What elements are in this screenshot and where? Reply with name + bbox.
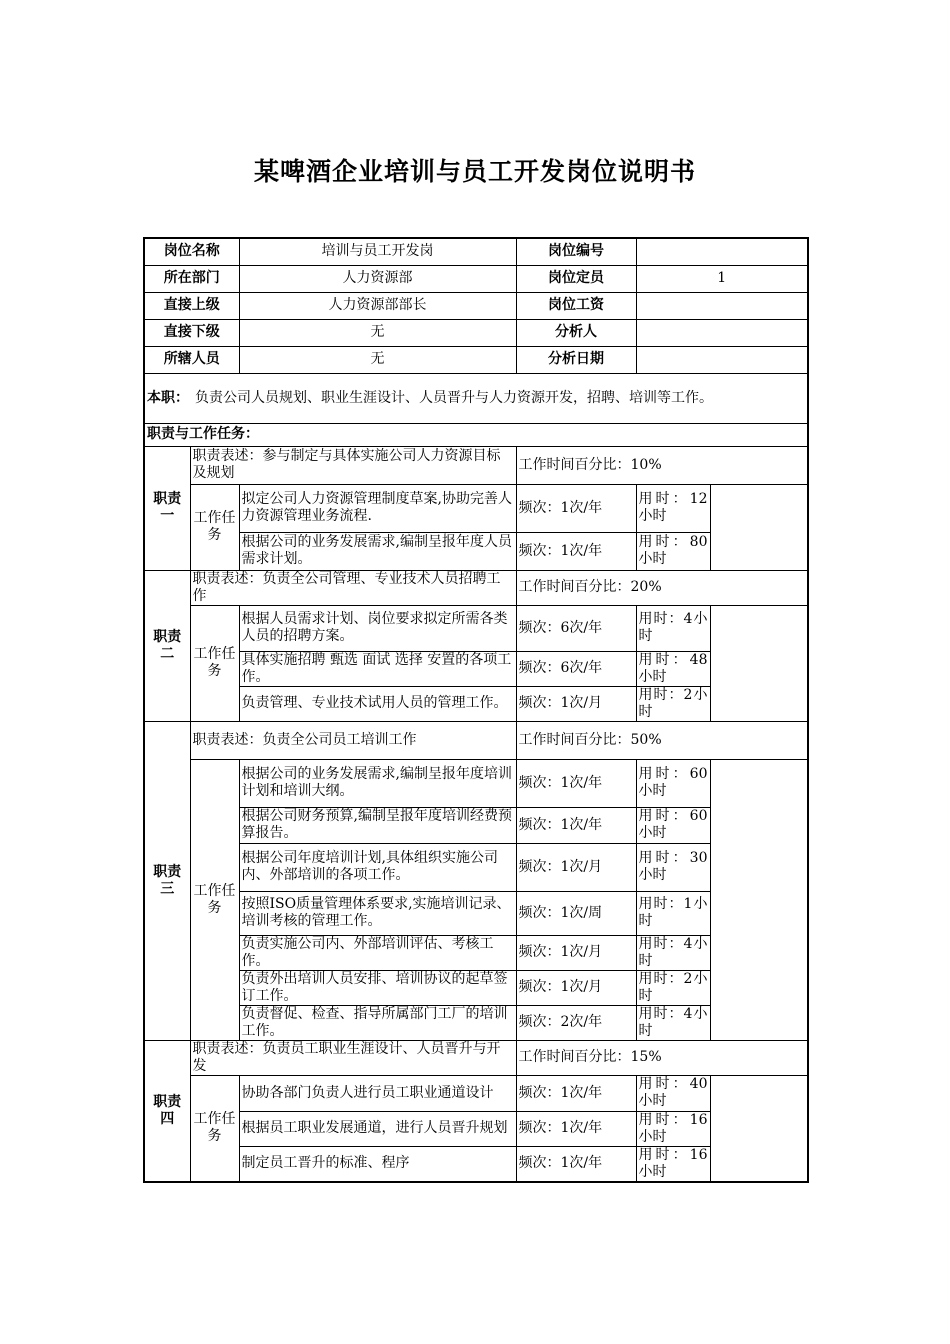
job-description-table bbox=[143, 237, 809, 1183]
duties-section-header: 职责与工作任务： bbox=[144, 423, 808, 446]
task-description: 负责外出培训人员安排、培训协议的起草签订工作。 bbox=[239, 970, 516, 1005]
table-row bbox=[144, 1005, 808, 1040]
table-row bbox=[144, 935, 808, 970]
field-value: 无 bbox=[239, 346, 516, 373]
table-row bbox=[144, 843, 808, 891]
field-label: 所在部门 bbox=[144, 265, 239, 292]
task-frequency: 频次：6次/年 bbox=[516, 651, 636, 686]
task-frequency: 频次：2次/年 bbox=[516, 1005, 636, 1040]
task-description: 根据公司的业务发展需求,编制呈报年度人员需求计划。 bbox=[239, 532, 516, 570]
duty-label: 职责三 bbox=[144, 721, 190, 1040]
duty-label: 职责二 bbox=[144, 570, 190, 721]
field-label: 直接下级 bbox=[144, 319, 239, 346]
task-description: 具体实施招聘 甄选 面试 选择 安置的各项工作。 bbox=[239, 651, 516, 686]
duty-label: 职责一 bbox=[144, 446, 190, 570]
task-duration: 用时：4小时 bbox=[636, 1005, 710, 1040]
task-frequency: 频次：1次/年 bbox=[516, 532, 636, 570]
task-frequency: 频次：1次/月 bbox=[516, 935, 636, 970]
task-description: 负责管理、专业技术试用人员的管理工作。 bbox=[239, 686, 516, 721]
task-label: 工作任务 bbox=[190, 759, 239, 1040]
task-description: 根据人员需求计划、岗位要求拟定所需各类人员的招聘方案。 bbox=[239, 605, 516, 651]
time-percentage: 工作时间百分比：10% bbox=[516, 446, 808, 484]
time-percentage: 工作时间百分比：15% bbox=[516, 1040, 808, 1075]
field-value bbox=[636, 292, 808, 319]
task-label: 工作任务 bbox=[190, 1075, 239, 1182]
table-row bbox=[144, 1040, 808, 1075]
task-frequency: 频次：1次/年 bbox=[516, 484, 636, 532]
field-value bbox=[636, 319, 808, 346]
field-value: 无 bbox=[239, 319, 516, 346]
task-description: 根据公司年度培训计划,具体组织实施公司内、外部培训的各项工作。 bbox=[239, 843, 516, 891]
table-row bbox=[144, 605, 808, 651]
table-row bbox=[144, 686, 808, 721]
task-frequency: 频次：1次/年 bbox=[516, 759, 636, 807]
task-duration: 用时：80小时 bbox=[636, 532, 710, 570]
table-row bbox=[144, 292, 808, 319]
field-label: 岗位工资 bbox=[516, 292, 636, 319]
task-duration: 用时：30小时 bbox=[636, 843, 710, 891]
field-value: 培训与员工开发岗 bbox=[239, 238, 516, 265]
task-duration: 用时：12小时 bbox=[636, 484, 710, 532]
field-label: 岗位编号 bbox=[516, 238, 636, 265]
table-row bbox=[144, 484, 808, 532]
task-description: 负责实施公司内、外部培训评估、考核工作。 bbox=[239, 935, 516, 970]
task-frequency: 频次：1次/月 bbox=[516, 843, 636, 891]
table-row bbox=[144, 446, 808, 484]
table-row bbox=[144, 970, 808, 1005]
table-row bbox=[144, 1146, 808, 1182]
task-frequency: 频次：1次/月 bbox=[516, 686, 636, 721]
time-percentage: 工作时间百分比：50% bbox=[516, 721, 808, 759]
table-row bbox=[144, 265, 808, 292]
time-percentage: 工作时间百分比：20% bbox=[516, 570, 808, 605]
duty-statement: 职责表述：负责员工职业生涯设计、人员晋升与开发 bbox=[190, 1040, 516, 1075]
field-value bbox=[636, 346, 808, 373]
table-row bbox=[144, 721, 808, 759]
task-duration: 用时：60小时 bbox=[636, 807, 710, 843]
task-duration: 用时：60小时 bbox=[636, 759, 710, 807]
duty-label: 职责四 bbox=[144, 1040, 190, 1182]
field-value: 人力资源部部长 bbox=[239, 292, 516, 319]
task-duration: 用时：16小时 bbox=[636, 1146, 710, 1182]
table-row bbox=[144, 1075, 808, 1111]
task-duration: 用时：40小时 bbox=[636, 1075, 710, 1111]
task-description: 根据公司财务预算,编制呈报年度培训经费预算报告。 bbox=[239, 807, 516, 843]
task-frequency: 频次：1次/年 bbox=[516, 1146, 636, 1182]
field-value: 1 bbox=[636, 265, 808, 292]
task-duration: 用时：4小时 bbox=[636, 605, 710, 651]
task-duration: 用时：16小时 bbox=[636, 1111, 710, 1146]
task-label: 工作任务 bbox=[190, 484, 239, 570]
field-label: 分析人 bbox=[516, 319, 636, 346]
table-row bbox=[144, 891, 808, 935]
page-title: 某啤酒企业培训与员工开发岗位说明书 bbox=[253, 157, 696, 186]
table-row bbox=[144, 373, 808, 423]
table-row bbox=[144, 319, 808, 346]
field-value: 人力资源部 bbox=[239, 265, 516, 292]
job-summary bbox=[144, 373, 808, 423]
summary-label: 本职： bbox=[147, 389, 189, 406]
task-frequency: 频次：1次/年 bbox=[516, 1075, 636, 1111]
table-row bbox=[144, 807, 808, 843]
task-duration: 用时：2小时 bbox=[636, 686, 710, 721]
task-duration: 用时：4小时 bbox=[636, 935, 710, 970]
task-description: 协助各部门负责人进行员工职业通道设计 bbox=[239, 1075, 516, 1111]
table-row bbox=[144, 759, 808, 807]
table-row bbox=[144, 346, 808, 373]
field-label: 直接上级 bbox=[144, 292, 239, 319]
table-row bbox=[144, 651, 808, 686]
table-row bbox=[144, 532, 808, 570]
field-label: 分析日期 bbox=[516, 346, 636, 373]
table-row bbox=[144, 423, 808, 446]
table-row bbox=[144, 238, 808, 265]
field-label: 岗位名称 bbox=[144, 238, 239, 265]
task-duration: 用时：2小时 bbox=[636, 970, 710, 1005]
task-description: 负责督促、检查、指导所属部门工厂的培训工作。 bbox=[239, 1005, 516, 1040]
task-description: 制定员工晋升的标准、程序 bbox=[239, 1146, 516, 1182]
summary-text: 负责公司人员规划、职业生涯设计、人员晋升与人力资源开发，招聘、培训等工作。 bbox=[195, 389, 713, 406]
task-frequency: 频次：1次/月 bbox=[516, 970, 636, 1005]
task-duration: 用时：1小时 bbox=[636, 891, 710, 935]
duty-statement: 职责表述：参与制定与具体实施公司人力资源目标及规划 bbox=[190, 446, 516, 484]
field-label: 所辖人员 bbox=[144, 346, 239, 373]
duty-statement: 职责表述：负责全公司管理、专业技术人员招聘工作 bbox=[190, 570, 516, 605]
task-frequency: 频次：1次/年 bbox=[516, 1111, 636, 1146]
task-frequency: 频次：1次/周 bbox=[516, 891, 636, 935]
duty-statement: 职责表述：负责全公司员工培训工作 bbox=[190, 721, 516, 759]
task-description: 按照ISO质量管理体系要求,实施培训记录、培训考核的管理工作。 bbox=[239, 891, 516, 935]
task-duration: 用时：48小时 bbox=[636, 651, 710, 686]
task-frequency: 频次：1次/年 bbox=[516, 807, 636, 843]
task-description: 根据公司的业务发展需求,编制呈报年度培训计划和培训大纲。 bbox=[239, 759, 516, 807]
table-row bbox=[144, 1111, 808, 1146]
task-frequency: 频次：6次/年 bbox=[516, 605, 636, 651]
field-label: 岗位定员 bbox=[516, 265, 636, 292]
task-description: 拟定公司人力资源管理制度草案,协助完善人力资源管理业务流程. bbox=[239, 484, 516, 532]
task-description: 根据员工职业发展通道，进行人员晋升规划 bbox=[239, 1111, 516, 1146]
field-value bbox=[636, 238, 808, 265]
task-label: 工作任务 bbox=[190, 605, 239, 721]
table-row bbox=[144, 570, 808, 605]
